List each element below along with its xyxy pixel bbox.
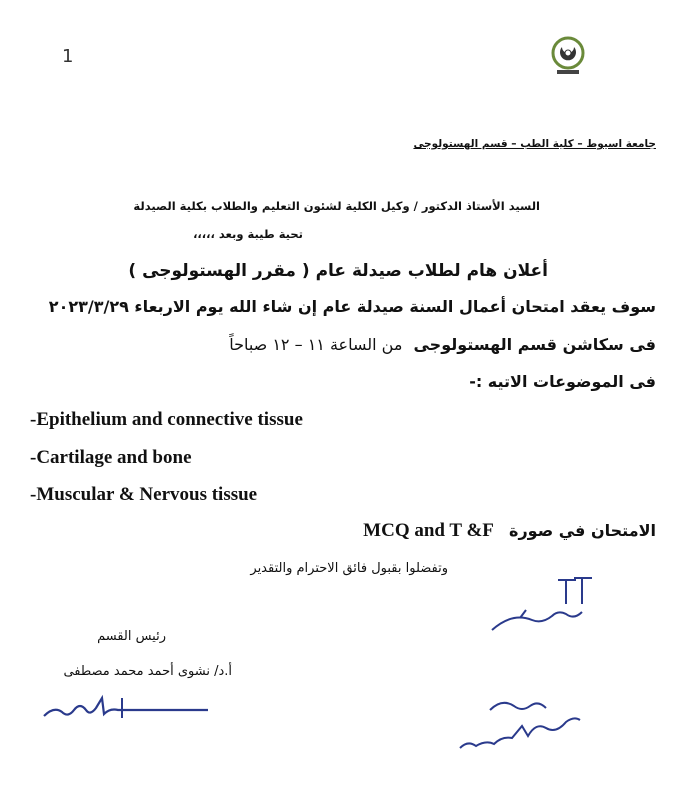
announcement-line-1: سوف يعقد امتحان أعمال السنة صيدلة عام إن شاء الله يوم الاربعاء ٢٠٢٣/٣/٢٩ xyxy=(48,297,656,316)
signature-scribble xyxy=(40,690,210,726)
exam-format-line xyxy=(363,520,656,542)
signature-role: رئيس القسم xyxy=(97,629,166,644)
university-logo-icon xyxy=(549,36,587,78)
logo-emblem xyxy=(549,36,587,78)
topic-item: -Muscular & Nervous tissue xyxy=(30,484,258,505)
topic-item: -Epithelium and connective tissue xyxy=(30,409,303,430)
topics-intro: فى الموضوعات الاتيه :- xyxy=(469,372,656,391)
header-affiliation: جامعة اسيوط – كلية الطب – قسم الهستولوجى xyxy=(413,138,656,150)
exam-format-value: MCQ and T &F xyxy=(363,520,494,541)
time-text: من الساعة ١١ – ١٢ صباحاً xyxy=(229,335,403,354)
exam-format-label: الامتحان في صورة xyxy=(509,521,656,540)
handwritten-date xyxy=(450,690,610,760)
page-number: 1 xyxy=(62,46,74,67)
greeting-line: تحية طيبة وبعد ،،،،، xyxy=(193,227,303,241)
announcement-line-2 xyxy=(229,335,656,354)
handwritten-annotation xyxy=(480,570,610,640)
topic-item: -Cartilage and bone xyxy=(30,447,192,468)
location-text: فى سكاشن قسم الهستولوجى xyxy=(413,335,656,354)
addressee-line: السيد الأستاذ الدكتور / وكيل الكلية لشئون التعليم والطلاب بكلية الصيدلة xyxy=(133,199,540,213)
closing-line: وتفضلوا بقبول فائق الاحترام والتقدير xyxy=(250,561,448,576)
announcement-title: أعلان هام لطلاب صيدلة عام ( مقرر الهستولوجى ) xyxy=(128,261,548,281)
signature-name: أ.د/ نشوى أحمد محمد مصطفى xyxy=(63,664,232,679)
